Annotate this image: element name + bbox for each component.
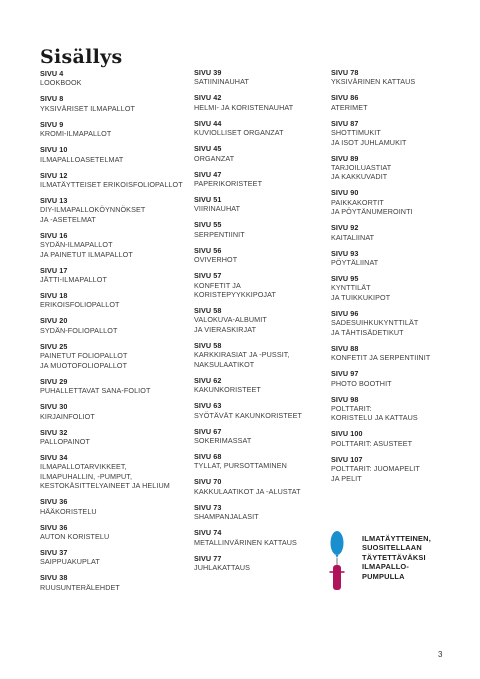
toc-entry bbox=[40, 453, 185, 491]
toc-page-label: SIVU 70 bbox=[194, 477, 222, 487]
toc-entry bbox=[194, 68, 324, 87]
toc-entry-title: JA PÖYTÄNUMEROINTI bbox=[331, 207, 413, 217]
toc-page-label: SIVU 100 bbox=[331, 429, 363, 439]
toc-page-label: SIVU 96 bbox=[331, 308, 359, 318]
toc-entry bbox=[331, 154, 451, 182]
toc-entry bbox=[194, 246, 324, 265]
toc-entry-title: SYÖTÄVÄT KAKUNKORISTEET bbox=[194, 410, 303, 420]
toc-page-label: SIVU 74 bbox=[194, 528, 222, 538]
toc-entry bbox=[331, 429, 451, 448]
toc-page-label: SIVU 89 bbox=[331, 153, 359, 163]
balloon-shape bbox=[331, 531, 344, 555]
inflation-notice-text bbox=[362, 534, 431, 581]
toc-entry-title: KORISTEPYYKKIPOJAT bbox=[194, 290, 276, 300]
toc-entry bbox=[40, 69, 185, 88]
notice-line: ILMATÄYTTEINEN, bbox=[362, 534, 431, 543]
toc-entry bbox=[194, 452, 324, 471]
toc-page-label: SIVU 73 bbox=[194, 502, 222, 512]
toc-entry-title: SAIPPUAKUPLAT bbox=[40, 557, 100, 567]
toc-entry bbox=[194, 554, 324, 573]
toc-page-label: SIVU 30 bbox=[40, 402, 68, 412]
toc-entry bbox=[40, 120, 185, 139]
toc-entry bbox=[331, 223, 451, 242]
notice-line: ILMAPALLO- bbox=[362, 562, 410, 572]
notice-line: TÄYTETTÄVÄKSI bbox=[362, 552, 426, 562]
toc-entry-title: PHOTO BOOTHIT bbox=[331, 378, 392, 388]
toc-page-label: SIVU 77 bbox=[194, 553, 222, 563]
toc-page-label: SIVU 58 bbox=[194, 306, 222, 316]
toc-entry-title: NAKSULAATIKOT bbox=[194, 359, 255, 369]
toc-entry-title: PAPERIKORISTEET bbox=[194, 179, 263, 189]
toc-entry-title: KIRJAINFOLIOT bbox=[40, 411, 95, 421]
toc-entry bbox=[40, 171, 185, 190]
toc-entry bbox=[194, 144, 324, 163]
toc-entry-title: VIIRINAUHAT bbox=[194, 204, 241, 214]
toc-entry bbox=[40, 497, 185, 516]
toc-entry bbox=[40, 94, 185, 113]
toc-entry-title: SADESUIHKUKYNTTILÄT bbox=[331, 318, 419, 328]
toc-entry bbox=[331, 309, 451, 337]
toc-entry bbox=[194, 477, 324, 496]
toc-entry-title: HÄÄKORISTELU bbox=[40, 506, 97, 516]
toc-page-label: SIVU 36 bbox=[40, 497, 68, 507]
toc-entry-title: ILMATÄYTTEISET ERIKOISFOLIOPALLOT bbox=[40, 180, 183, 190]
toc-entry-title: JA TÄHTISÄDETIKUT bbox=[331, 327, 404, 337]
toc-entry-title: PAIKKAKORTIT bbox=[331, 197, 384, 207]
toc-entry bbox=[40, 145, 185, 164]
toc-page-label: SIVU 17 bbox=[40, 265, 68, 275]
toc-entry bbox=[40, 342, 185, 370]
toc-entry-title: JA PELIT bbox=[331, 473, 362, 483]
toc-page-label: SIVU 8 bbox=[40, 94, 64, 104]
toc-entry-title: KUVIOLLISET ORGANZAT bbox=[194, 128, 284, 138]
toc-page-label: SIVU 93 bbox=[331, 248, 359, 258]
toc-page-label: SIVU 47 bbox=[194, 169, 222, 179]
page-title: Sisällys bbox=[40, 45, 123, 68]
toc-page-label: SIVU 45 bbox=[194, 144, 222, 154]
toc-entry-title: ILMAPALLOASETELMAT bbox=[40, 154, 124, 164]
notice-line: SUOSITELLAAN bbox=[362, 543, 422, 553]
toc-page-label: SIVU 51 bbox=[194, 195, 222, 205]
toc-entry bbox=[194, 271, 324, 299]
toc-entry-title: JÄTTI-ILMAPALLOT bbox=[40, 275, 107, 285]
toc-entry-title: KORISTELU JA KATTAUS bbox=[331, 413, 418, 423]
page-number: 3 bbox=[438, 650, 443, 659]
toc-column-2 bbox=[194, 68, 324, 579]
toc-entry-title: POLTTARIT: JUOMAPELIT bbox=[331, 464, 420, 474]
toc-entry-title: ILMAPUHALLIN, -PUMPUT, bbox=[40, 471, 133, 481]
toc-entry bbox=[331, 455, 451, 483]
toc-page-label: SIVU 42 bbox=[194, 93, 222, 103]
toc-entry bbox=[40, 573, 185, 592]
toc-entry-title: ERIKOISFOLIOPALLOT bbox=[40, 300, 120, 310]
toc-entry-title: SYDÄN-FOLIOPALLOT bbox=[40, 325, 118, 335]
toc-entry-title: YKSIVÄRISET ILMAPALLOT bbox=[40, 103, 136, 113]
toc-page-label: SIVU 86 bbox=[331, 93, 359, 103]
toc-page-label: SIVU 90 bbox=[331, 188, 359, 198]
toc-column-3 bbox=[331, 68, 451, 490]
toc-entry-title: KAITALIINAT bbox=[331, 232, 375, 242]
toc-page-label: SIVU 38 bbox=[40, 573, 68, 583]
toc-page-label: SIVU 12 bbox=[40, 170, 68, 180]
toc-entry bbox=[40, 402, 185, 421]
toc-page-label: SIVU 18 bbox=[40, 291, 68, 301]
toc-entry bbox=[40, 266, 185, 285]
balloon-pump-icon bbox=[327, 530, 361, 592]
toc-entry-title: PUHALLETTAVAT SANA-FOLIOT bbox=[40, 386, 151, 396]
toc-entry-title: ORGANZAT bbox=[194, 153, 235, 163]
toc-entry bbox=[331, 274, 451, 302]
toc-entry bbox=[40, 291, 185, 310]
toc-entry-title: LOOKBOOK bbox=[40, 78, 82, 88]
toc-page-label: SIVU 58 bbox=[194, 340, 222, 350]
toc-entry bbox=[331, 188, 451, 216]
toc-page-label: SIVU 39 bbox=[194, 68, 222, 77]
toc-entry bbox=[40, 196, 185, 224]
toc-page-label: SIVU 29 bbox=[40, 376, 68, 386]
toc-page-label: SIVU 78 bbox=[331, 68, 359, 77]
toc-entry-title: YKSIVÄRINEN KATTAUS bbox=[331, 77, 416, 87]
toc-entry-title: POLTTARIT: ASUSTEET bbox=[331, 438, 413, 448]
toc-page-label: SIVU 36 bbox=[40, 522, 68, 532]
toc-entry-title: SATIININAUHAT bbox=[194, 77, 249, 87]
toc-entry bbox=[194, 220, 324, 239]
toc-page-label: SIVU 20 bbox=[40, 316, 68, 326]
pump-body bbox=[333, 565, 341, 590]
toc-entry bbox=[194, 401, 324, 420]
balloon-knot bbox=[336, 555, 339, 558]
toc-entry-title: KROMI-ILMAPALLOT bbox=[40, 129, 112, 139]
toc-entry-title: SOKERIMASSAT bbox=[194, 435, 252, 445]
toc-page-label: SIVU 16 bbox=[40, 230, 68, 240]
toc-entry-title: JUHLAKATTAUS bbox=[194, 562, 251, 572]
toc-page-label: SIVU 107 bbox=[331, 454, 363, 464]
toc-entry bbox=[194, 503, 324, 522]
toc-entry bbox=[194, 306, 324, 334]
toc-entry bbox=[40, 231, 185, 259]
toc-entry bbox=[331, 369, 451, 388]
toc-entry bbox=[194, 528, 324, 547]
toc-entry-title: ATERIMET bbox=[331, 102, 368, 112]
toc-page-label: SIVU 67 bbox=[194, 426, 222, 436]
toc-page-label: SIVU 97 bbox=[331, 369, 359, 379]
toc-page-label: SIVU 37 bbox=[40, 547, 68, 557]
toc-page-label: SIVU 92 bbox=[331, 223, 359, 233]
toc-page-label: SIVU 25 bbox=[40, 341, 68, 351]
toc-entry-title: KAKUNKORISTEET bbox=[194, 385, 261, 395]
toc-entry-title: OVIVERHOT bbox=[194, 255, 238, 265]
toc-page-label: SIVU 32 bbox=[40, 427, 68, 437]
toc-entry-title: TYLLAT, PURSOTTAMINEN bbox=[194, 461, 287, 471]
toc-entry-title: SYDÄN-ILMAPALLOT bbox=[40, 240, 113, 250]
toc-entry bbox=[194, 93, 324, 112]
toc-entry-title: DIY-ILMAPALLOKÖYNNÖKSET bbox=[40, 205, 146, 215]
toc-entry-title: ILMAPALLOTARVIKKEET, bbox=[40, 462, 127, 472]
toc-page-label: SIVU 10 bbox=[40, 145, 68, 155]
toc-page-label: SIVU 4 bbox=[40, 69, 64, 78]
toc-entry bbox=[194, 195, 324, 214]
toc-page-label: SIVU 55 bbox=[194, 220, 222, 230]
toc-page-label: SIVU 95 bbox=[331, 274, 359, 284]
toc-entry-title: KARKKIRASIAT JA -PUSSIT, bbox=[194, 350, 290, 360]
notice-line: PUMPULLA bbox=[362, 571, 405, 581]
toc-column-1 bbox=[40, 69, 185, 599]
toc-page-label: SIVU 9 bbox=[40, 119, 64, 129]
toc-entry-title: KONFETIT JA SERPENTIINIT bbox=[331, 353, 431, 363]
toc-entry bbox=[40, 523, 185, 542]
toc-entry bbox=[40, 316, 185, 335]
toc-entry bbox=[331, 344, 451, 363]
toc-entry bbox=[194, 119, 324, 138]
toc-entry-title: METALLINVÄRINEN KATTAUS bbox=[194, 537, 297, 547]
toc-page-label: SIVU 44 bbox=[194, 118, 222, 128]
toc-entry-title: TARJOILUASTIAT bbox=[331, 163, 392, 173]
toc-entry bbox=[194, 341, 324, 369]
toc-entry-title: JA ISOT JUHLAMUKIT bbox=[331, 137, 407, 147]
toc-entry-title: KYNTTILÄT bbox=[331, 283, 371, 293]
toc-page-label: SIVU 87 bbox=[331, 118, 359, 128]
toc-page-label: SIVU 34 bbox=[40, 452, 68, 462]
toc-entry-title: KESTOKÄSITTELYAINEET JA HELIUM bbox=[40, 481, 170, 491]
toc-page-label: SIVU 88 bbox=[331, 343, 359, 353]
toc-page-label: SIVU 13 bbox=[40, 196, 68, 206]
toc-page-label: SIVU 68 bbox=[194, 451, 222, 461]
toc-entry-title: PAINETUT FOLIOPALLOT bbox=[40, 351, 128, 361]
toc-entry bbox=[331, 119, 451, 147]
toc-entry bbox=[40, 428, 185, 447]
toc-entry bbox=[40, 377, 185, 396]
toc-entry-title: SHOTTIMUKIT bbox=[331, 128, 381, 138]
inflation-notice bbox=[327, 530, 457, 592]
toc-page-label: SIVU 57 bbox=[194, 271, 222, 281]
toc-entry bbox=[40, 548, 185, 567]
toc-entry-title: HELMI- JA KORISTENAUHAT bbox=[194, 102, 294, 112]
toc-entry-title: JA KAKKUVADIT bbox=[331, 172, 388, 182]
toc-entry bbox=[331, 395, 451, 423]
toc-entry bbox=[331, 68, 451, 87]
toc-entry-title: POLTTARIT: bbox=[331, 403, 372, 413]
toc-entry bbox=[331, 93, 451, 112]
toc-entry bbox=[331, 249, 451, 268]
toc-entry-title: KAKKULAATIKOT JA -ALUSTAT bbox=[194, 486, 301, 496]
toc-page-label: SIVU 63 bbox=[194, 401, 222, 411]
toc-entry-title: KONFETIT JA bbox=[194, 280, 241, 290]
toc-entry-title: JA TUIKKUKIPOT bbox=[331, 292, 391, 302]
toc-entry-title: PÖYTÄLIINAT bbox=[331, 258, 379, 268]
toc-entry-title: JA VIERASKIRJAT bbox=[194, 324, 257, 334]
toc-page-label: SIVU 62 bbox=[194, 375, 222, 385]
toc-entry-title: RUUSUNTERÄLEHDET bbox=[40, 582, 120, 592]
toc-entry-title: JA MUOTOFOLIOPALLOT bbox=[40, 360, 128, 370]
toc-page-label: SIVU 98 bbox=[331, 394, 359, 404]
toc-entry bbox=[194, 376, 324, 395]
toc-entry-title: AUTON KORISTELU bbox=[40, 531, 110, 541]
toc-entry-title: JA PAINETUT ILMAPALLOT bbox=[40, 249, 133, 259]
toc-entry-title: PALLOPAINOT bbox=[40, 436, 90, 446]
toc-entry bbox=[194, 427, 324, 446]
toc-entry-title: JA -ASETELMAT bbox=[40, 214, 96, 224]
toc-entry-title: SHAMPANJALASIT bbox=[194, 512, 259, 522]
toc-entry-title: VALOKUVA-ALBUMIT bbox=[194, 315, 267, 325]
toc-page-label: SIVU 56 bbox=[194, 245, 222, 255]
toc-entry bbox=[194, 170, 324, 189]
toc-entry-title: SERPENTIINIT bbox=[194, 229, 245, 239]
